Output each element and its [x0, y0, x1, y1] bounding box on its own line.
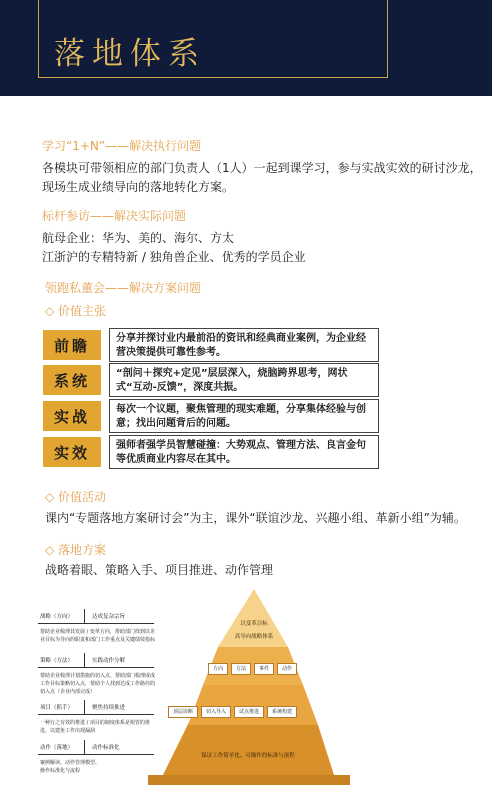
value-activity-text: 课内“专题落地方案研讨会”为主，课外“联谊沙龙、兴趣小组、革新小组”为辅。 [45, 511, 466, 525]
section-text-benchmark-2: 江浙沪的专精特新 / 独角兽企业、优秀的学员企业 [42, 250, 306, 264]
value-activity-title: ◇ 价值活动 [45, 490, 107, 504]
tier2-item: 动作 [277, 663, 297, 675]
pyramid-base [163, 725, 334, 775]
landing-plan-title: ◇ 落地方案 [45, 543, 107, 557]
section-text-learning-2: 现场生成业绩导向的落地转化方案。 [42, 180, 235, 194]
left-tag-strategy: 达成复杂宗旨 [92, 614, 126, 620]
section-title-board: 领跑私董会——解决方案问题 [45, 281, 202, 295]
text-foresight: 分享并探讨业内最前沿的资讯和经典商业案例，为企业经营决策提供可靠性参考。 [109, 328, 379, 362]
badge-practice: 实战 [43, 401, 101, 431]
tier3-item: 顶层诊断 [168, 706, 198, 718]
pyramid-diagram [38, 585, 458, 807]
section-text-learning-1: 各模块可带领相应的部门负责人（1人）一起到课学习，参与实战实效的研讨沙龙， [42, 161, 482, 175]
left-label-project: 项目（抓手） [40, 705, 74, 711]
value-row-foresight [43, 330, 383, 360]
badge-effect: 实效 [43, 437, 101, 467]
tier3-item: 切入导入 [201, 706, 231, 718]
tier2-item: 方向 [208, 663, 228, 675]
left-label-tactic: 策略（方法） [40, 658, 74, 664]
left-label-strategy: 战略（方向） [40, 614, 74, 620]
section-title-benchmark: 标杆参访——解决实际问题 [42, 209, 187, 223]
tier2-item: 方法 [231, 663, 251, 675]
badge-foresight: 前瞻 [43, 330, 101, 360]
badge-system: 系统 [43, 365, 101, 395]
page-header [0, 0, 492, 96]
text-practice: 每次一个议题，聚焦管理的现实难题，分享集体经验与创意；找出问题背后的问题。 [109, 399, 379, 433]
pyramid-top-label-1: 以变革目标 [240, 621, 268, 627]
text-system: “剖问＋探究+定见”层层深入，烧脑跨界思考，网状式“互动-反馈”，深度共振。 [109, 363, 379, 397]
tier3-item: 试点推进 [234, 706, 264, 718]
value-proposition-title: ◇ 价值主张 [45, 304, 107, 318]
value-row-practice [43, 401, 383, 431]
tier2-item: 事件 [254, 663, 274, 675]
left-desc-action: 案例解读、动作管理模型、操作标准化与流程 [40, 760, 101, 774]
left-desc-tactic: 帮助企业梳理计划措施的切入点，帮助部门梳理或成工作目标策略切入点，帮助个人找到达成工作路径的切入点（企业内部完成） [40, 673, 156, 695]
value-row-effect [43, 437, 383, 467]
left-desc-project: 一种行之有效的推进 / 项目的制度体系是根管的推进，以建免工作出现漏洞 [40, 720, 150, 734]
left-tag-tactic: 实践动作分解 [92, 658, 126, 664]
text-effect: 强师者强学员智慧碰撞：大势观点、管理方法、良言金句等优质商业内容尽在其中。 [109, 435, 379, 469]
left-tag-project: 聚焦持续推进 [92, 705, 126, 711]
pyramid-top-label-2: 高导向战略体系 [234, 634, 274, 640]
landing-plan-text: 战略着眼、策略入手、项目推进、动作管理 [45, 563, 274, 577]
section-title-learning: 学习“1+N”——解决执行问题 [42, 139, 202, 153]
pyramid-tier-3 [188, 685, 318, 725]
left-desc-strategy: 帮助企业梳理其发展 / 变革方向，帮助部门找到以企业目标为导向的职责和部门工作重点及关键绩效指标 [40, 629, 156, 643]
pyramid-plinth [148, 775, 350, 785]
pyramid-base-text: 保证工作简单化、可操作的标准与流程 [201, 753, 295, 759]
value-row-system [43, 365, 383, 395]
page-title: 落地体系 [54, 36, 206, 72]
tier3-item: 系统构建 [267, 706, 297, 718]
left-label-action: 动作（落地） [40, 745, 74, 751]
left-tag-action: 动作标准化 [92, 745, 120, 751]
section-text-benchmark-1: 航母企业：华为、美的、海尔、方太 [42, 231, 235, 245]
